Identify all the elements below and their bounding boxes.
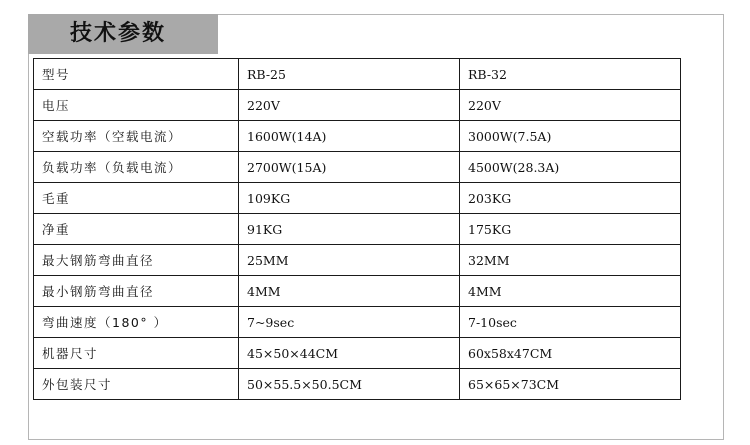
spec-table [33,58,681,400]
rb32-value: RB-32 [460,59,681,90]
table-row [34,245,681,276]
rb32-value: 4500W(28.3A) [460,152,681,183]
table-row [34,152,681,183]
rb32-value: 60x58x47CM [460,338,681,369]
row-label: 机器尺寸 [34,338,239,369]
row-label: 弯曲速度（180° ） [34,307,239,338]
rb32-value: 203KG [460,183,681,214]
rb32-value: 3000W(7.5A) [460,121,681,152]
table-row [34,307,681,338]
rb32-value: 65×65×73CM [460,369,681,400]
rb32-value: 7-10sec [460,307,681,338]
rb32-value: 220V [460,90,681,121]
table-row [34,214,681,245]
row-label: 最大钢筋弯曲直径 [34,245,239,276]
row-label: 空载功率（空载电流） [34,121,239,152]
rb32-value: 32MM [460,245,681,276]
rb25-value: RB-25 [239,59,460,90]
rb32-value: 4MM [460,276,681,307]
rb25-value: 45×50×44CM [239,338,460,369]
table-row [34,59,681,90]
rb32-value: 175KG [460,214,681,245]
row-label: 净重 [34,214,239,245]
row-label: 型号 [34,59,239,90]
rb25-value: 91KG [239,214,460,245]
row-label: 最小钢筋弯曲直径 [34,276,239,307]
rb25-value: 25MM [239,245,460,276]
table-row [34,121,681,152]
section-title: 技术参数 [28,14,218,54]
row-label: 负载功率（负载电流） [34,152,239,183]
rb25-value: 1600W(14A) [239,121,460,152]
rb25-value: 109KG [239,183,460,214]
rb25-value: 7~9sec [239,307,460,338]
table-row [34,369,681,400]
table-row [34,183,681,214]
row-label: 电压 [34,90,239,121]
row-label: 外包装尺寸 [34,369,239,400]
rb25-value: 220V [239,90,460,121]
rb25-value: 2700W(15A) [239,152,460,183]
rb25-value: 50×55.5×50.5CM [239,369,460,400]
row-label: 毛重 [34,183,239,214]
rb25-value: 4MM [239,276,460,307]
table-row [34,276,681,307]
table-row [34,338,681,369]
table-row [34,90,681,121]
